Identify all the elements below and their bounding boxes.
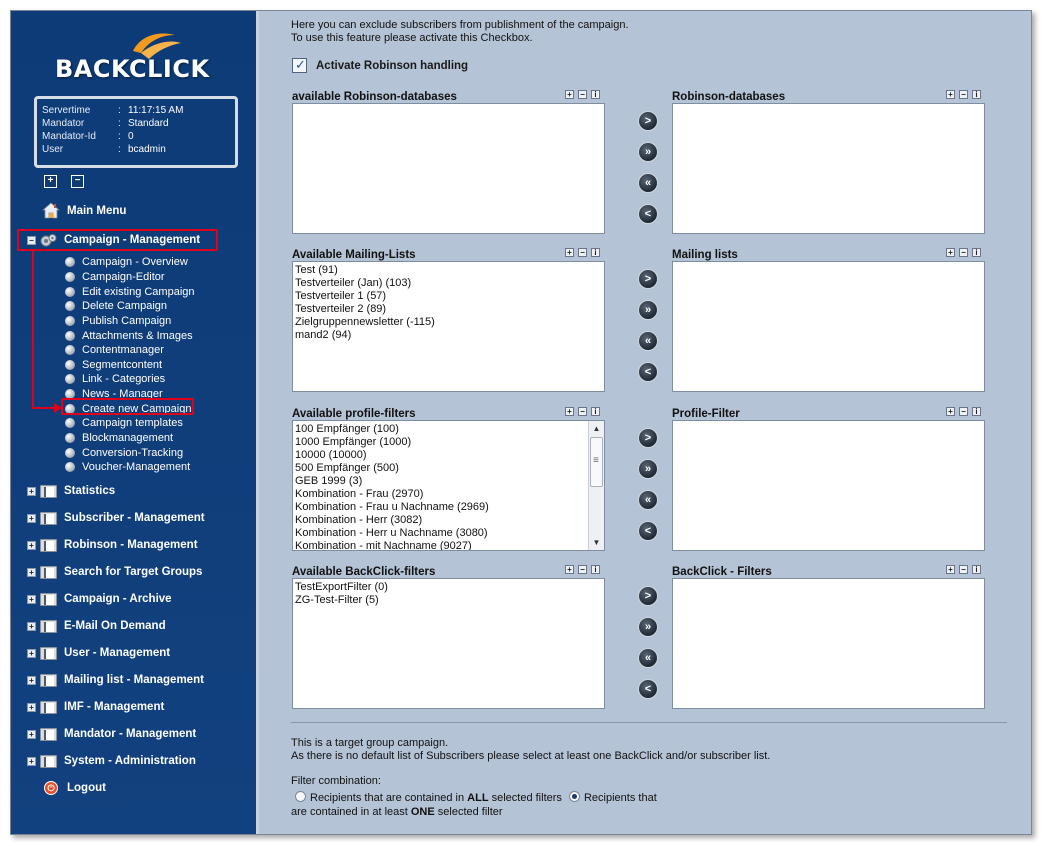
list-option[interactable]: 10000 (10000): [295, 449, 367, 461]
info-value: bcadmin: [128, 144, 166, 155]
info-icon[interactable]: i: [972, 407, 981, 416]
nav-section[interactable]: [11, 562, 202, 582]
activate-robinson-checkbox[interactable]: [292, 58, 307, 73]
logo-text: BACKCLICK: [55, 55, 210, 83]
available-listbox[interactable]: [292, 578, 605, 709]
list-option[interactable]: Kombination - mit Nachname (9027): [295, 540, 472, 551]
move-left-button[interactable]: <: [638, 362, 658, 382]
bullet-icon: [65, 345, 75, 355]
nav-logout-label: Logout: [67, 782, 106, 794]
campaign-submenu-label: Campaign-Editor: [82, 270, 165, 283]
list-option[interactable]: GEB 1999 (3): [295, 475, 363, 487]
move-right-button[interactable]: >: [638, 111, 658, 131]
campaign-submenu-label: News - Manager: [82, 388, 163, 401]
nav-section-label: Statistics: [64, 485, 116, 497]
nav-section[interactable]: [11, 535, 198, 555]
bullet-icon: [65, 374, 75, 384]
info-value: Standard: [128, 118, 169, 129]
remove-icon[interactable]: −: [578, 565, 587, 574]
info-separator: :: [118, 118, 121, 129]
selected-list-title: BackClick - Filters: [672, 566, 772, 578]
radio-all-suffix: selected filters: [488, 792, 562, 804]
available-list-title: Available profile-filters: [292, 408, 416, 420]
nav-section[interactable]: [11, 697, 164, 717]
move-right-button[interactable]: >: [638, 586, 658, 606]
available-listbox[interactable]: [292, 420, 605, 551]
move-all-right-button[interactable]: »: [638, 459, 658, 479]
footer-separator: [291, 722, 1007, 723]
expand-icon[interactable]: +: [27, 514, 36, 523]
backclick-logo: [41, 29, 221, 89]
footer-line-2: As there is no default list of Subscribers please select at least one BackClick and/or subscriber list.: [291, 750, 771, 762]
intro-line-2: To use this feature please activate this Checkbox.: [291, 32, 533, 44]
nav-main-menu[interactable]: [67, 201, 126, 221]
folder-icon: [40, 592, 57, 606]
info-key: Mandator-Id: [42, 131, 96, 142]
add-icon[interactable]: +: [565, 407, 574, 416]
list-tools: [946, 90, 981, 99]
folder-icon: [40, 727, 57, 741]
expand-icon[interactable]: +: [27, 622, 36, 631]
folder-icon: [40, 538, 57, 552]
add-icon[interactable]: +: [946, 248, 955, 257]
selected-list-title: Robinson-databases: [672, 91, 786, 103]
intro-line-1: Here you can exclude subscribers from publishment of the campaign.: [291, 19, 629, 31]
campaign-submenu-item[interactable]: [65, 328, 193, 343]
campaign-submenu-label: Campaign - Overview: [82, 256, 188, 269]
move-all-left-button[interactable]: «: [638, 173, 658, 193]
folder-icon: [40, 565, 57, 579]
nav-section-label: Mandator - Management: [64, 728, 197, 740]
home-icon: [42, 202, 60, 219]
footer-text: [291, 737, 770, 763]
expand-icon[interactable]: +: [27, 730, 36, 739]
bullet-icon: [65, 287, 75, 297]
expand-icon[interactable]: +: [27, 649, 36, 658]
campaign-submenu-label: Conversion-Tracking: [82, 446, 184, 459]
nav-section-label: Campaign - Archive: [64, 593, 172, 605]
main-panel: [259, 11, 1032, 835]
folder-icon: [40, 754, 57, 768]
expand-icon[interactable]: +: [27, 676, 36, 685]
bullet-icon: [65, 316, 75, 326]
nav-section[interactable]: [11, 751, 196, 771]
move-left-button[interactable]: <: [638, 521, 658, 541]
bullet-icon: [65, 433, 75, 443]
nav-section-label: User - Management: [64, 647, 171, 659]
available-listbox[interactable]: [292, 261, 605, 392]
bullet-icon: [65, 418, 75, 428]
folder-icon: [40, 511, 57, 525]
list-tools: [946, 565, 981, 574]
list-tools: [946, 407, 981, 416]
selected-list-title: Mailing lists: [672, 249, 738, 261]
add-icon[interactable]: +: [565, 565, 574, 574]
remove-icon[interactable]: −: [578, 90, 587, 99]
nav-section[interactable]: [11, 508, 205, 528]
nav-section-label: Mailing list - Management: [64, 674, 204, 686]
selected-listbox[interactable]: [672, 578, 985, 709]
campaign-submenu-item[interactable]: [65, 255, 188, 270]
nav-section-label: Subscriber - Management: [64, 512, 205, 524]
expand-icon[interactable]: +: [27, 757, 36, 766]
move-right-button[interactable]: >: [638, 428, 658, 448]
nav-logout[interactable]: [11, 778, 106, 798]
listbox-scrollbar[interactable]: [588, 421, 604, 550]
campaign-submenu-label: Blockmanagement: [82, 432, 174, 445]
filter-combination-options: [291, 791, 715, 819]
campaign-submenu-label: Attachments & Images: [82, 329, 193, 342]
list-tools: [565, 248, 600, 257]
list-option[interactable]: Testverteiler (Jan) (103): [295, 277, 412, 289]
bullet-icon: [65, 448, 75, 458]
info-key: User: [42, 144, 64, 155]
bullet-icon: [65, 331, 75, 341]
add-icon[interactable]: +: [946, 90, 955, 99]
info-icon[interactable]: i: [972, 248, 981, 257]
radio-all-prefix: Recipients that are contained in: [310, 792, 468, 804]
radio-all-filters[interactable]: [295, 791, 306, 802]
expand-icon[interactable]: +: [27, 568, 36, 577]
info-icon[interactable]: i: [591, 565, 600, 574]
campaign-submenu-label: Contentmanager: [82, 344, 164, 357]
filter-combination-label: Filter combination:: [291, 775, 381, 787]
campaign-submenu-label: Publish Campaign: [82, 314, 172, 327]
tree-controls: [44, 175, 84, 188]
campaign-submenu-label: Campaign templates: [82, 417, 183, 430]
nav-section[interactable]: [11, 481, 115, 501]
nav-main-menu-label: Main Menu: [67, 205, 127, 217]
bullet-icon: [65, 360, 75, 370]
info-separator: :: [118, 144, 121, 155]
campaign-submenu-item[interactable]: [65, 358, 162, 373]
collapse-icon[interactable]: −: [27, 236, 36, 245]
list-option[interactable]: Testverteiler 2 (89): [295, 303, 387, 315]
info-key: Servertime: [42, 105, 91, 116]
campaign-submenu-item[interactable]: [65, 445, 183, 460]
footer-line-1: This is a target group campaign.: [291, 737, 449, 749]
add-icon[interactable]: +: [565, 248, 574, 257]
campaign-submenu-label: Link - Categories: [82, 373, 166, 386]
nav-section-label: E-Mail On Demand: [64, 620, 166, 632]
info-icon[interactable]: i: [591, 90, 600, 99]
nav-section-label: IMF - Management: [64, 701, 165, 713]
list-tools: [565, 407, 600, 416]
list-option[interactable]: Kombination - Frau u Nachname (2969): [295, 501, 489, 513]
move-right-button[interactable]: >: [638, 269, 658, 289]
radio-one-prefix: Recipients that: [583, 792, 657, 804]
selected-listbox[interactable]: [672, 261, 985, 392]
info-icon[interactable]: i: [972, 565, 981, 574]
list-option[interactable]: Zielgruppennewsletter (-115): [295, 316, 435, 328]
available-list-title: Available Mailing-Lists: [292, 249, 416, 261]
info-separator: :: [118, 105, 121, 116]
list-option[interactable]: Test (91): [295, 264, 338, 276]
remove-icon[interactable]: −: [959, 90, 968, 99]
folder-icon: [40, 619, 57, 633]
list-tools: [946, 248, 981, 257]
scroll-thumb[interactable]: [590, 437, 603, 487]
selected-listbox[interactable]: [672, 420, 985, 551]
move-all-right-button[interactable]: »: [638, 300, 658, 320]
list-option[interactable]: 500 Empfänger (500): [295, 462, 399, 474]
info-separator: :: [118, 131, 121, 142]
campaign-submenu-label: Create new Campaign: [82, 402, 192, 415]
nav-section-label: Robinson - Management: [64, 539, 198, 551]
activate-robinson-label: Activate Robinson handling: [316, 59, 469, 72]
radio-one-filter[interactable]: [569, 791, 580, 802]
available-list-title: available Robinson-databases: [292, 91, 457, 103]
radio-all-bold: ALL: [467, 792, 489, 804]
bullet-icon: [65, 462, 75, 472]
remove-icon[interactable]: −: [578, 407, 587, 416]
list-tools: [565, 90, 600, 99]
annotation-arrow-vertical: [32, 251, 34, 408]
campaign-submenu-item[interactable]: [65, 343, 164, 358]
expand-icon[interactable]: +: [27, 487, 36, 496]
expand-icon[interactable]: +: [27, 595, 36, 604]
power-icon: ⏻: [44, 781, 58, 795]
list-option[interactable]: mand2 (94): [295, 329, 352, 341]
move-left-button[interactable]: <: [638, 204, 658, 224]
info-icon[interactable]: i: [591, 407, 600, 416]
highlight-campaign-management: [17, 229, 218, 251]
add-icon[interactable]: +: [565, 90, 574, 99]
add-icon[interactable]: +: [946, 565, 955, 574]
session-info-box: [34, 96, 238, 168]
list-option[interactable]: Kombination - Herr (3082): [295, 514, 423, 526]
bullet-icon: [65, 272, 75, 282]
intro-text: [291, 19, 629, 45]
remove-icon[interactable]: −: [959, 565, 968, 574]
move-all-right-button[interactable]: »: [638, 142, 658, 162]
move-all-left-button[interactable]: «: [638, 648, 658, 668]
nav-section-label: Search for Target Groups: [64, 566, 203, 578]
campaign-submenu-label: Voucher-Management: [82, 461, 191, 474]
nav-section[interactable]: [11, 643, 170, 663]
info-icon[interactable]: i: [591, 248, 600, 257]
sidebar: [11, 11, 256, 835]
info-row: [42, 117, 235, 130]
info-value: 0: [128, 131, 134, 142]
list-option[interactable]: 1000 Empfänger (1000): [295, 436, 412, 448]
collapse-all-button[interactable]: −: [71, 175, 84, 188]
bullet-icon: [65, 301, 75, 311]
info-icon[interactable]: i: [972, 90, 981, 99]
list-option[interactable]: 100 Empfänger (100): [295, 423, 399, 435]
campaign-submenu-item[interactable]: [65, 284, 195, 299]
folder-icon: [40, 646, 57, 660]
campaign-submenu-label: Edit existing Campaign: [82, 285, 195, 298]
campaign-submenu-item[interactable]: [65, 299, 167, 314]
campaign-submenu-item[interactable]: [65, 372, 165, 387]
list-option[interactable]: ZG-Test-Filter (5): [295, 594, 379, 606]
scroll-down-icon[interactable]: ▼: [592, 538, 601, 547]
info-row: [42, 104, 235, 117]
info-key: Mandator: [42, 118, 85, 129]
expand-icon[interactable]: +: [27, 703, 36, 712]
nav-section[interactable]: [11, 589, 172, 609]
bullet-icon: [65, 257, 75, 267]
list-option[interactable]: TestExportFilter (0): [295, 581, 388, 593]
folder-icon: [40, 700, 57, 714]
add-icon[interactable]: +: [946, 407, 955, 416]
available-listbox[interactable]: [292, 103, 605, 234]
list-option[interactable]: Kombination - Herr u Nachname (3080): [295, 527, 488, 539]
move-all-right-button[interactable]: »: [638, 617, 658, 637]
list-option[interactable]: Testverteiler 1 (57): [295, 290, 387, 302]
nav-section-label: System - Administration: [64, 755, 196, 767]
list-tools: [565, 565, 600, 574]
nav-section[interactable]: [11, 616, 166, 636]
campaign-submenu-item[interactable]: [65, 270, 165, 285]
highlight-create-new-campaign: [61, 398, 194, 415]
radio-one-suffix: selected filter: [434, 806, 503, 818]
scroll-up-icon[interactable]: ▲: [592, 424, 601, 433]
folder-icon: [40, 484, 57, 498]
move-left-button[interactable]: <: [638, 679, 658, 699]
campaign-submenu-item[interactable]: [65, 416, 183, 431]
app-window: [10, 10, 1032, 835]
campaign-submenu-item[interactable]: [65, 460, 190, 475]
campaign-submenu-label: Delete Campaign: [82, 300, 167, 313]
move-all-left-button[interactable]: «: [638, 490, 658, 510]
list-option[interactable]: Kombination - Frau (2970): [295, 488, 424, 500]
info-row: [42, 143, 235, 156]
remove-icon[interactable]: −: [959, 407, 968, 416]
remove-icon[interactable]: −: [578, 248, 587, 257]
expand-icon[interactable]: +: [27, 541, 36, 550]
info-value: 11:17:15 AM: [128, 105, 184, 116]
nav-section[interactable]: [11, 670, 204, 690]
move-all-left-button[interactable]: «: [638, 331, 658, 351]
info-row: [42, 130, 235, 143]
campaign-submenu-item[interactable]: [65, 314, 171, 329]
expand-all-button[interactable]: +: [44, 175, 57, 188]
activate-robinson-row[interactable]: [292, 58, 468, 73]
nav-campaign-management-label: Campaign - Management: [64, 234, 201, 246]
selected-list-title: Profile-Filter: [672, 408, 740, 420]
campaign-submenu-label: Segmentcontent: [82, 358, 163, 371]
campaign-submenu-item[interactable]: [65, 431, 173, 446]
radio-one-line2-prefix: are contained in at least: [291, 806, 411, 818]
folder-icon: [40, 673, 57, 687]
radio-one-bold: ONE: [410, 806, 435, 818]
remove-icon[interactable]: −: [959, 248, 968, 257]
selected-listbox[interactable]: [672, 103, 985, 234]
nav-section[interactable]: [11, 724, 196, 744]
available-list-title: Available BackClick-filters: [292, 566, 436, 578]
